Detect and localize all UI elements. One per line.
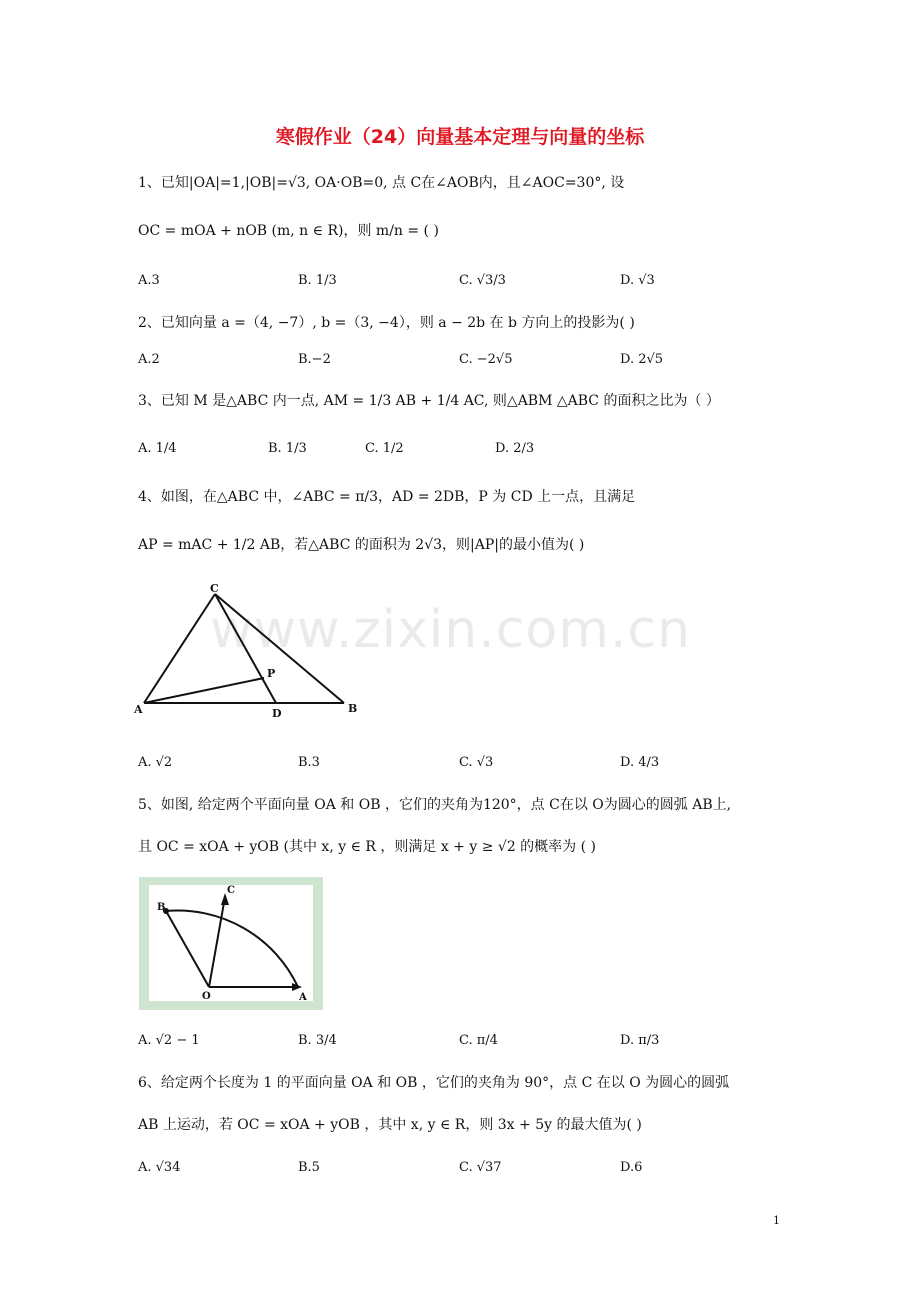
q2-option-a: A.2 — [138, 352, 160, 367]
q6-option-a: A. √34 — [138, 1160, 181, 1175]
q2-option-c: C. −2√5 — [459, 352, 513, 367]
q5-option-c: C. π/4 — [459, 1033, 498, 1048]
q6-option-d: D.6 — [620, 1160, 643, 1175]
q2-option-b: B.−2 — [298, 352, 331, 367]
q3-option-a: A. 1/4 — [138, 441, 177, 456]
q2-option-d: D. 2√5 — [620, 352, 664, 367]
q3-line1: 3、已知 M 是△ABC 内一点, AM = 1/3 AB + 1/4 AC, 则△ABM △ABC 的面积之比为（ ） — [138, 393, 720, 409]
q5-option-a: A. √2 − 1 — [138, 1033, 200, 1048]
page-title: 寒假作业（24）向量基本定理与向量的坐标 — [275, 126, 645, 148]
label-a: A — [299, 992, 307, 1003]
q5-line2: 且 OC = xOA + yOB (其中 x, y ∈ R ，则满足 x + y ≥ √2 的概率为 ( ) — [138, 839, 597, 855]
label-c: C — [210, 582, 219, 595]
q3-option-d: D. 2/3 — [495, 441, 535, 456]
q3-option-b: B. 1/3 — [268, 441, 307, 456]
q1-line2: OC = mOA + nOB (m, n ∈ R)，则 m/n = ( ) — [138, 223, 439, 239]
q5-option-b: B. 3/4 — [298, 1033, 337, 1048]
q1-option-d: D. √3 — [620, 273, 655, 288]
q4-option-d: D. 4/3 — [620, 755, 660, 770]
label-b: B — [157, 902, 166, 913]
watermark: www.zixin.com.cn — [210, 600, 691, 660]
q2-line1: 2、已知向量 a =（4, −7）, b =（3, −4），则 a − 2b 在 b 方向上的投影为( ) — [138, 315, 635, 331]
q4-line2: AP = mAC + 1/2 AB，若△ABC 的面积为 2√3，则|AP|的最小值为( ) — [138, 537, 585, 553]
label-b: B — [348, 702, 358, 715]
label-c: C — [227, 885, 235, 896]
triangle-figure — [130, 580, 370, 720]
q6-option-b: B.5 — [298, 1160, 320, 1175]
q1-line1: 1、已知|OA|=1,|OB|=√3, OA·OB=0, 点 C在∠AOB内，且∠AOC=30°, 设 — [138, 175, 625, 191]
label-p: P — [267, 667, 276, 680]
q1-option-b: B. 1/3 — [298, 273, 337, 288]
q6-line1: 6、给定两个长度为 1 的平面向量 OA 和 OB ，它们的夹角为 90°，点 C 在以 O 为圆心的圆弧 — [138, 1075, 730, 1091]
arc-figure — [139, 877, 323, 1010]
page-number: 1 — [773, 1214, 780, 1227]
label-a: A — [134, 703, 143, 716]
label-o: O — [202, 991, 211, 1002]
q5-option-d: D. π/3 — [620, 1033, 660, 1048]
label-d: D — [272, 707, 282, 720]
q1-option-c: C. √3/3 — [459, 273, 506, 288]
q1-option-a: A.3 — [138, 273, 160, 288]
q6-line2: AB 上运动，若 OC = xOA + yOB ，其中 x, y ∈ R，则 3x + 5y 的最大值为( ) — [138, 1117, 642, 1133]
q5-line1: 5、如图, 给定两个平面向量 OA 和 OB ，它们的夹角为120°，点 C在以 O为圆心的圆弧 AB上, — [138, 797, 732, 813]
q3-option-c: C. 1/2 — [365, 441, 404, 456]
q4-option-b: B.3 — [298, 755, 320, 770]
q4-line1: 4、如图，在△ABC 中，∠ABC = π/3，AD = 2DB，P 为 CD 上一点，且满足 — [138, 489, 636, 505]
q6-option-c: C. √37 — [459, 1160, 502, 1175]
q4-option-c: C. √3 — [459, 755, 494, 770]
q4-option-a: A. √2 — [138, 755, 173, 770]
